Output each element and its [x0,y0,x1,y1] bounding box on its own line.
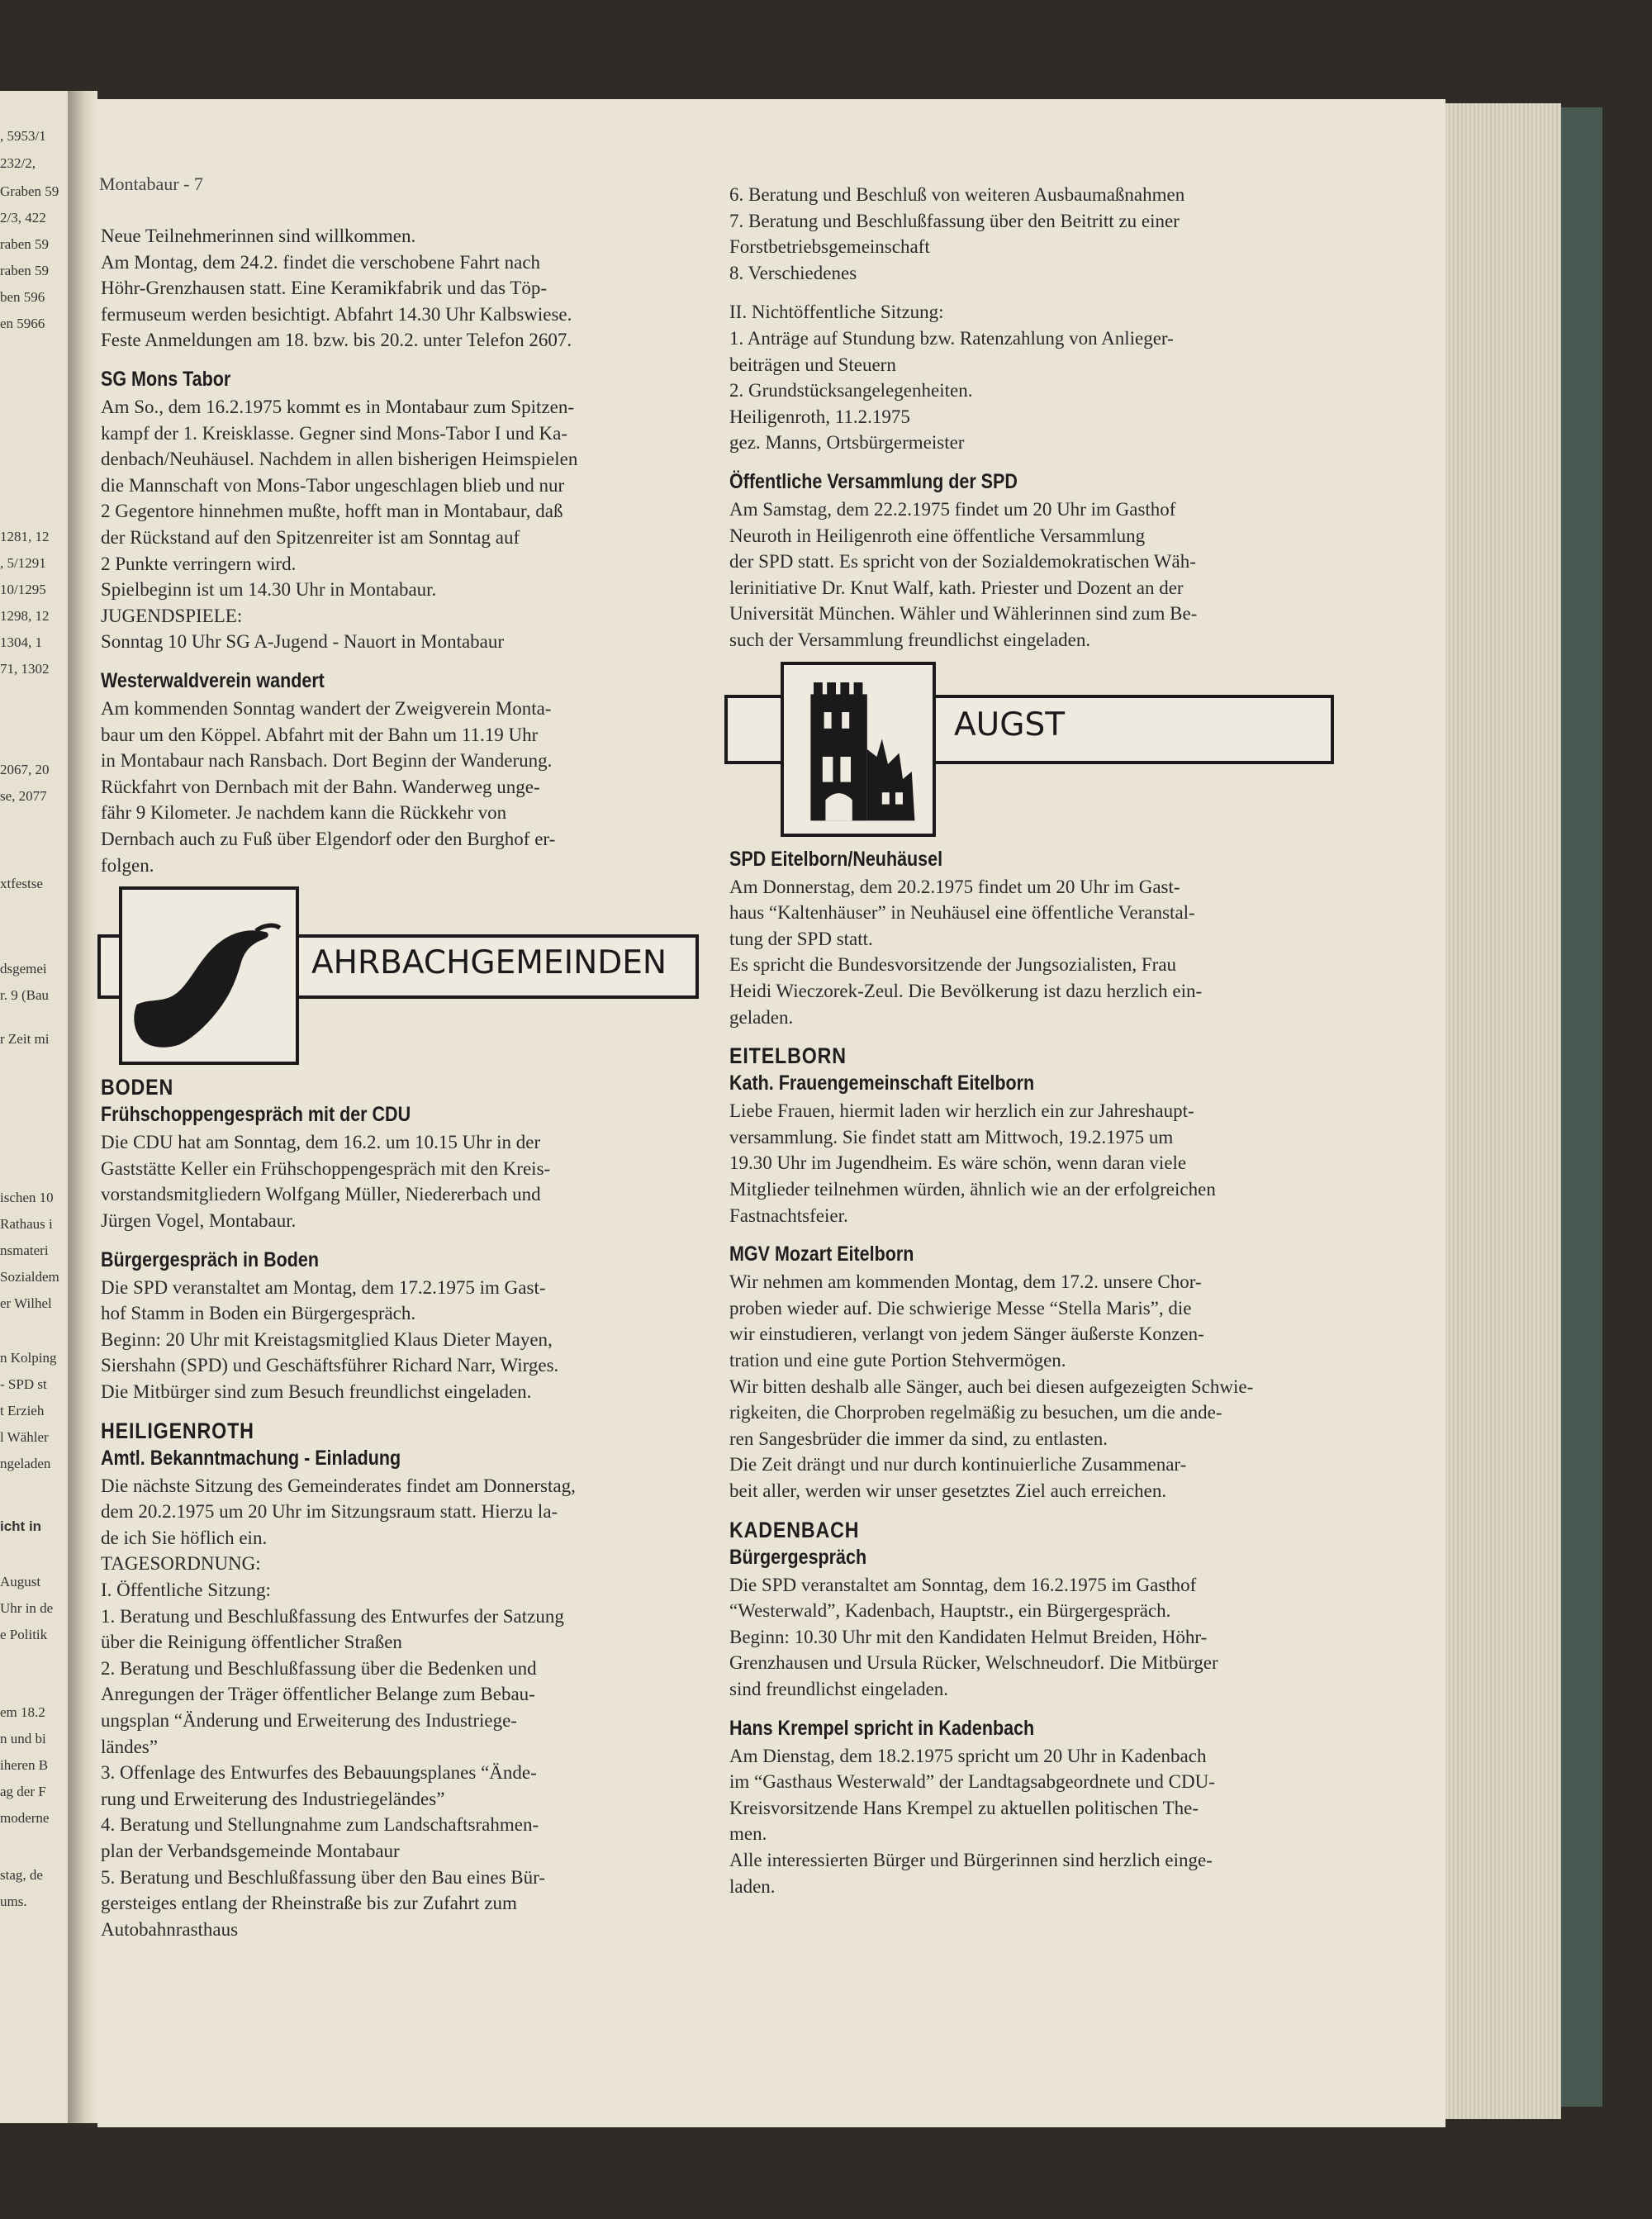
article-text-line: wir einstudieren, verlangt von jedem Sänger äußerste Konzen- [729,1323,1204,1345]
facing-page-fragment: 1281, 12 [0,529,50,544]
article-heading: MGV Mozart Eitelborn [729,1243,914,1266]
article-text-line: ungsplan “Änderung und Erweiterung des Industriege- [101,1710,517,1731]
article-text-line: 8. Verschiedenes [729,262,857,283]
article-text-line: Gaststätte Keller ein Frühschoppengespräch mit den Kreis- [101,1157,551,1179]
article-text-line: JUGENDSPIELE: [101,605,243,626]
article-text-line: TAGESORDNUNG: [101,1553,261,1575]
facing-page-fragment: , 5953/1 [0,128,46,144]
article-text-line: Jürgen Vogel, Montabaur. [101,1210,297,1231]
article-text-line: rung und Erweiterung des Industriegeländes” [101,1788,445,1809]
article-text-line: tration und eine gute Portion Stehvermögen. [729,1350,1066,1371]
article-text-line: ren Sangesbrüder die immer da sind, zu entlasten. [729,1428,1108,1449]
article-text-line: Rückfahrt von Dernbach mit der Bahn. Wanderweg unge- [101,776,540,797]
facing-page-fragment: dsgemei [0,961,47,976]
article-text-line: “Westerwald”, Kadenbach, Hauptstr., ein Bürgergespräch. [729,1600,1171,1622]
facing-page-fragment: stag, de [0,1867,43,1883]
book-cover-edge [1561,107,1602,2107]
article-text-line: beiträgen und Steuern [729,354,896,375]
article-text-line: 1. Beratung und Beschlußfassung des Entwurfes der Satzung [101,1605,564,1627]
article-text-line: de ich Sie höflich ein. [101,1527,268,1548]
facing-page-fragment: , 5/1291 [0,555,46,571]
article-text-line: Neuroth in Heiligenroth eine öffentliche Versammlung [729,525,1146,546]
facing-page-fragment: r. 9 (Bau [0,987,50,1003]
facing-page-fragment: 1304, 1 [0,634,42,650]
facing-page-fragment: Sozialdem [0,1269,59,1285]
article-text-line: 7. Beratung und Beschlußfassung über den Beitritt zu einer [729,210,1180,231]
article-text-line: Wir nehmen am kommenden Montag, dem 17.2. unsere Chor- [729,1271,1202,1293]
article-text-line: fähr 9 Kilometer. Je nachdem kann die Rückkehr von [101,802,507,824]
article-text-line: Autobahnrasthaus [101,1918,239,1940]
page-stack-edge [1446,103,1561,2119]
article-heading: SG Mons Tabor [101,368,231,391]
article-text-line: Am So., dem 16.2.1975 kommt es in Montabaur zum Spitzen- [101,397,575,417]
facing-page-fragment: Rathaus i [0,1216,53,1232]
article-text-line: Am Samstag, dem 22.2.1975 findet um 20 Uhr im Gasthof [729,499,1176,520]
article-heading: SPD Eitelborn/Neuhäusel [729,847,943,871]
article-text-line: Heiligenroth, 11.2.1975 [729,406,910,427]
book-gutter [68,91,97,2123]
article-text-line: 2 Punkte verringern wird. [101,553,297,574]
section-banner-title: AUGST [954,706,1066,744]
article-text-line: denbach/Neuhäusel. Nachdem in allen bisherigen Heimspielen [101,449,578,470]
article-heading: Westerwaldverein wandert [101,669,325,692]
facing-page-fragment: raben 59 [0,263,50,278]
article-text-line: der SPD statt. Es spricht von der Sozialdemokratischen Wäh- [729,551,1196,573]
facing-page-fragment: n und bi [0,1731,46,1746]
section-banner-title: AHRBACHGEMEINDEN [311,944,667,982]
article-text-line: beit aller, werden wir unser gesetztes Ziel auch erreichen. [729,1480,1167,1501]
article-text-line: Fastnachtsfeier. [729,1205,848,1226]
facing-page-fragment: ben 596 [0,289,45,305]
running-head: Montabaur - 7 [99,173,203,194]
article-text-line: sind freundlichst eingeladen. [729,1679,949,1699]
article-text-line: Dernbach auch zu Fuß über Elgendorf oder den Burghof er- [101,829,556,849]
article-text-line: Die Zeit drängt und nur durch kontinuierliche Zusammenar- [729,1454,1187,1475]
article-text-line: 19.30 Uhr im Jugendheim. Es wäre schön, wenn daran viele [729,1152,1187,1174]
facing-page-fragment: Uhr in de [0,1600,54,1616]
article-text-line: 4. Beratung und Stellungnahme zum Landschaftsrahmen- [101,1814,539,1836]
augst-castle-logo [781,662,936,837]
article-text-line: hof Stamm in Boden ein Bürgergespräch. [101,1303,416,1324]
article-text-line: vorstandsmitgliedern Wolfgang Müller, Niedererbach und [101,1184,541,1205]
article-text-line: Die SPD veranstaltet am Montag, dem 17.2.1975 im Gast- [101,1276,546,1298]
article-heading: Frühschoppengespräch mit der CDU [101,1103,411,1127]
article-text-line: Die SPD veranstaltet am Sonntag, dem 16.2.1975 im Gasthof [729,1574,1197,1595]
facing-page-fragment: Graben 59 [0,183,59,199]
facing-page-fragment: ngeladen [0,1456,51,1471]
article-text-line: Mitglieder teilnehmen würden, ähnlich wie an der erfolgreichen [729,1179,1216,1200]
article-text-line: Heidi Wieczorek-Zeul. Die Bevölkerung ist dazu herzlich ein- [729,981,1203,1001]
article-text-line: Beginn: 10.30 Uhr mit den Kandidaten Helmut Breiden, Höhr- [729,1626,1208,1647]
article-text-line: über die Reinigung öffentlicher Straßen [101,1632,402,1653]
article-text-line: Forstbetriebsgemeinschaft [729,236,930,258]
article-text-line: Höhr-Grenzhausen statt. Eine Keramikfabrik und das Töp- [101,278,548,299]
article-text-line: Am kommenden Sonntag wandert der Zweigverein Monta- [101,698,552,719]
facing-page-fragment: er Wilhel [0,1295,52,1311]
facing-page-fragment: icht in [0,1518,42,1534]
article-text-line: kampf der 1. Kreisklasse. Gegner sind Mons-Tabor I und Ka- [101,422,567,444]
article-text-line: Die CDU hat am Sonntag, dem 16.2. um 10.15 Uhr in der [101,1132,541,1153]
article-text-line: Die nächste Sitzung des Gemeinderates findet am Donnerstag, [101,1475,576,1496]
facing-page-fragment: em 18.2 [0,1704,45,1720]
article-text-line: 2. Grundstücksangelegenheiten. [729,380,973,402]
article-text-line: Am Dienstag, dem 18.2.1975 spricht um 20 Uhr in Kadenbach [729,1745,1207,1766]
article-text-line: Universität München. Wähler und Wählerinnen sind zum Be- [729,603,1198,625]
article-text-line: plan der Verbandsgemeinde Montabaur [101,1841,400,1861]
article-text-line: men. [729,1823,767,1845]
facing-page-fragment: 2/3, 422 [0,210,46,226]
facing-page-fragment: e Politik [0,1627,48,1642]
locality-heading: HEILIGENROTH [101,1418,254,1443]
article-text-line: 2. Beratung und Beschlußfassung über die Bedenken und [101,1657,537,1679]
facing-page-fragment: 232/2, [0,155,36,171]
article-text-line: geladen. [729,1006,794,1028]
article-text-line: lerinitiative Dr. Knut Walf, kath. Priester und Dozent an der [729,577,1184,598]
facing-page-fragment: ischen 10 [0,1190,54,1205]
article-text-line: proben wieder auf. Die schwierige Messe “Stella Maris”, die [729,1297,1192,1319]
ahrbach-logo [119,886,299,1065]
article-text-line: Sonntag 10 Uhr SG A-Jugend - Nauort in Montabaur [101,631,505,653]
article-text-line: Wir bitten deshalb alle Sänger, auch bei diesen aufgezeigten Schwie- [729,1376,1254,1397]
facing-page-edge [0,91,73,2123]
article-text-line: Neue Teilnehmerinnen sind willkommen. [101,226,416,246]
article-text-line: Kreisvorsitzende Hans Krempel zu aktuellen politischen The- [729,1797,1199,1818]
article-text-line: gez. Manns, Ortsbürgermeister [729,432,965,454]
article-text-line: II. Nichtöffentliche Sitzung: [729,302,944,323]
article-text-line: Es spricht die Bundesvorsitzende der Jungsozialisten, Frau [729,954,1177,976]
article-text-line: Feste Anmeldungen am 18. bzw. bis 20.2. unter Telefon 2607. [101,330,572,351]
article-text-line: Anregungen der Träger öffentlicher Belange zum Bebau- [101,1684,535,1705]
article-text-line: Siershahn (SPD) und Geschäftsführer Richard Narr, Wirges. [101,1355,559,1376]
article-text-line: im “Gasthaus Westerwald” der Landtagsabgeordnete und CDU- [729,1771,1215,1793]
facing-page-fragment: 10/1295 [0,582,46,597]
article-text-line: folgen. [101,854,154,876]
article-text-line: Am Montag, dem 24.2. findet die verschobene Fahrt nach [101,251,541,273]
facing-page-fragment: 71, 1302 [0,661,50,677]
facing-page-fragment: ums. [0,1894,27,1909]
facing-page-fragment: ag der F [0,1784,46,1799]
locality-heading: EITELBORN [729,1043,847,1069]
article-text-line: die Mannschaft von Mons-Tabor ungeschlagen blieb und nur [101,474,565,496]
article-text-line: versammlung. Sie findet statt am Mittwoch, 19.2.1975 um [729,1126,1174,1148]
article-text-line: Spielbeginn ist um 14.30 Uhr in Montabaur. [101,579,437,601]
facing-page-fragment: r Zeit mi [0,1031,50,1047]
article-heading: Kath. Frauengemeinschaft Eitelborn [729,1071,1035,1095]
article-text-line: Liebe Frauen, hiermit laden wir herzlich ein zur Jahreshaupt- [729,1100,1194,1122]
article-heading: Öffentliche Versammlung der SPD [729,470,1018,493]
article-text-line: laden. [729,1875,776,1897]
facing-page-fragment: nsmateri [0,1243,49,1258]
facing-page-fragment: raben 59 [0,236,50,252]
article-text-line: 6. Beratung und Beschluß von weiteren Ausbaumaßnahmen [729,184,1185,205]
locality-heading: BODEN [101,1075,174,1100]
article-text-line: Grenzhausen und Ursula Rücker, Welschneudorf. Die Mitbürger [729,1652,1218,1674]
facing-page-fragment: se, 2077 [0,788,47,804]
facing-page-fragment: moderne [0,1810,50,1826]
article-text-line: Beginn: 20 Uhr mit Kreistagsmitglied Klaus Dieter Mayen, [101,1328,553,1350]
facing-page-fragment: - SPD st [0,1376,47,1392]
article-text-line: I. Öffentliche Sitzung: [101,1580,271,1600]
article-text-line: rigkeiten, die Chorproben regelmäßig zu besuchen, um die ande- [729,1402,1222,1423]
facing-page-fragment: l Wähler [0,1429,49,1445]
article-text-line: 5. Beratung und Beschlußfassung über den Bau eines Bür- [101,1866,546,1888]
facing-page-fragment: iheren B [0,1757,49,1773]
article-text-line: gersteiges entlang der Rheinstraße bis zur Zufahrt zum [101,1893,517,1914]
article-text-line: 1. Anträge auf Stundung bzw. Ratenzahlung von Anlieger- [729,328,1174,349]
locality-heading: KADENBACH [729,1517,860,1542]
article-text-line: in Montabaur nach Ransbach. Dort Beginn der Wanderung. [101,750,553,772]
facing-page-fragment: xtfestse [0,876,43,891]
facing-page-fragment: en 5966 [0,316,45,331]
newspaper-page [97,99,1446,2127]
article-text-line: haus “Kaltenhäuser” in Neuhäusel eine öffentliche Veranstal- [729,902,1195,924]
article-text-line: Alle interessierten Bürger und Bürgerinnen sind herzlich einge- [729,1850,1213,1870]
article-text-line: dem 20.2.1975 um 20 Uhr im Sitzungsraum statt. Hierzu la- [101,1501,558,1523]
article-text-line: der Rückstand auf den Spitzenreiter ist am Sonntag auf [101,527,520,548]
article-text-line: Die Mitbürger sind zum Besuch freundlichst eingeladen. [101,1381,532,1402]
facing-page-fragment: n Kolping [0,1350,57,1366]
article-text-line: 3. Offenlage des Entwurfes des Bebauungsplanes “Ände- [101,1762,537,1784]
facing-page-fragment: August [0,1574,41,1589]
article-heading: Bürgergespräch [729,1545,867,1569]
article-text-line: ländes” [101,1736,158,1757]
facing-page-fragment: t Erzieh [0,1403,45,1418]
facing-page-fragment: 1298, 12 [0,608,50,624]
article-text-line: such der Versammlung freundlichst eingeladen. [729,630,1091,650]
article-text-line: Am Donnerstag, dem 20.2.1975 findet um 20 Uhr im Gast- [729,876,1180,897]
article-text-line: fermuseum werden besichtigt. Abfahrt 14.30 Uhr Kalbswiese. [101,303,572,325]
article-text-line: 2 Gegentore hinnehmen mußte, hofft man in Montabaur, daß [101,501,563,522]
article-heading: Amtl. Bekanntmachung - Einladung [101,1446,401,1470]
article-text-line: baur um den Köppel. Abfahrt mit der Bahn um 11.19 Uhr [101,724,539,745]
article-heading: Hans Krempel spricht in Kadenbach [729,1716,1035,1740]
facing-page-fragment: 2067, 20 [0,762,50,777]
article-text-line: tung der SPD statt. [729,928,873,949]
article-heading: Bürgergespräch in Boden [101,1247,320,1271]
